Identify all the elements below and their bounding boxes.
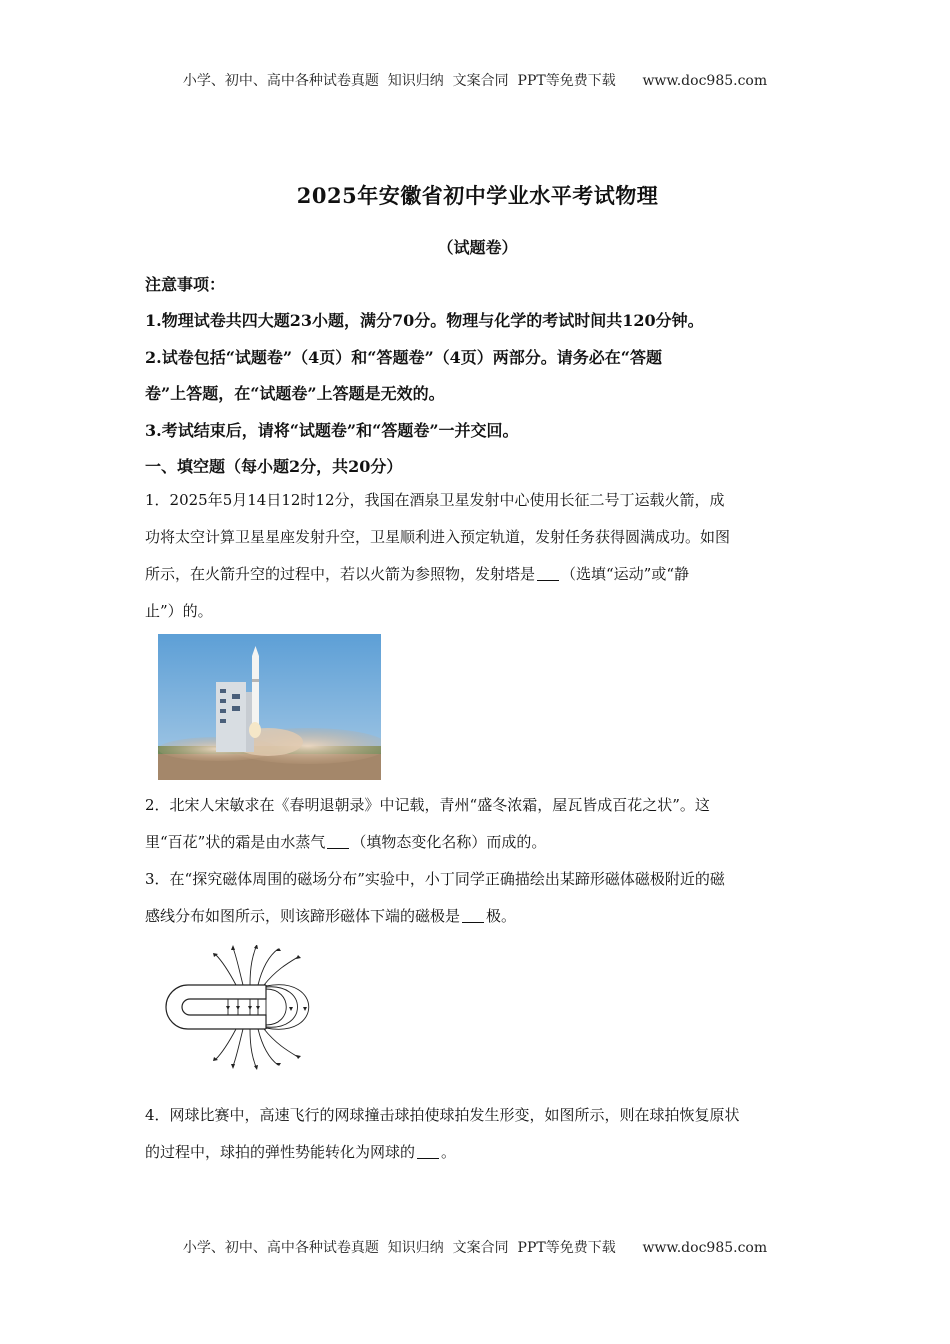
q2-line-2 xyxy=(145,824,810,861)
note-1: 1.物理试卷共四大题23小题，满分70分。物理与化学的考试时间共120分钟。 xyxy=(145,311,704,330)
note-2-line-2: 卷”上答题，在“试题卷”上答题是无效的。 xyxy=(145,384,445,403)
horseshoe-magnet-figure xyxy=(158,945,333,1078)
q1-line-2: 功将太空计算卫星星座发射升空，卫星顺利进入预定轨道，发射任务获得圆满成功。如图 xyxy=(145,528,731,546)
q4-answer-blank[interactable] xyxy=(417,1144,439,1159)
q3-answer-blank[interactable] xyxy=(462,908,484,923)
q4-text-before-blank: 的过程中，球拍的弹性势能转化为网球的 xyxy=(145,1143,416,1161)
q1-line-4: 止”）的。 xyxy=(145,602,213,620)
q4-line-2 xyxy=(145,1134,810,1171)
q1-text-after-blank: （选填“运动”或“静 xyxy=(561,565,690,583)
rocket-launch-photo xyxy=(158,634,381,780)
q3-text-before-blank: 感线分布如图所示，则该蹄形磁体下端的磁极是 xyxy=(145,907,461,925)
notes-heading: 注意事项： xyxy=(145,275,226,294)
section-1-heading: 一、填空题（每小题2分，共20分） xyxy=(145,457,403,476)
q1-line-3 xyxy=(145,556,810,593)
q1-text-before-blank: 所示，在火箭升空的过程中，若以火箭为参照物，发射塔是 xyxy=(145,565,536,583)
note-3: 3.考试结束后，请将“试题卷”和“答题卷”一并交回。 xyxy=(145,421,519,440)
q2-text-after-blank: （填物态变化名称）而成的。 xyxy=(351,833,547,851)
q1-answer-blank[interactable] xyxy=(537,566,559,581)
q2-answer-blank[interactable] xyxy=(327,834,349,849)
q3-line-1: 3．在“探究磁体周围的磁场分布”实验中，小丁同学正确描绘出某蹄形磁体磁极附近的磁 xyxy=(145,870,725,888)
page-title: 2025年安徽省初中学业水平考试物理 xyxy=(296,183,659,208)
page-header: 小学、初中、高中各种试卷真题 知识归纳 文案合同 PPT等免费下载 www.doc985.com xyxy=(182,73,768,89)
q1-line-1: 1．2025年5月14日12时12分，我国在酒泉卫星发射中心使用长征二号丁运载火箭，成 xyxy=(145,491,725,509)
q3-text-after-blank: 极。 xyxy=(486,907,517,925)
note-2-line-1: 2.试卷包括“试题卷”（4页）和“答题卷”（4页）两部分。请务必在“答题 xyxy=(145,348,662,367)
q3-line-2 xyxy=(145,898,810,935)
page-footer: 小学、初中、高中各种试卷真题 知识归纳 文案合同 PPT等免费下载 www.doc985.com xyxy=(182,1240,768,1256)
q2-line-1: 2．北宋人宋敏求在《春明退朝录》中记载，青州“盛冬浓霜，屋瓦皆成百花之状”。这 xyxy=(145,796,710,814)
rocket-launch-illustration xyxy=(158,634,381,780)
q4-line-1: 4．网球比赛中，高速飞行的网球撞击球拍使球拍发生形变，如图所示，则在球拍恢复原状 xyxy=(145,1106,740,1124)
q2-text-before-blank: 里“百花”状的霜是由水蒸气 xyxy=(145,833,326,851)
page-subtitle: （试题卷） xyxy=(437,238,518,257)
q4-text-after-blank: 。 xyxy=(441,1143,457,1161)
magnetic-field-lines-diagram xyxy=(158,945,333,1078)
